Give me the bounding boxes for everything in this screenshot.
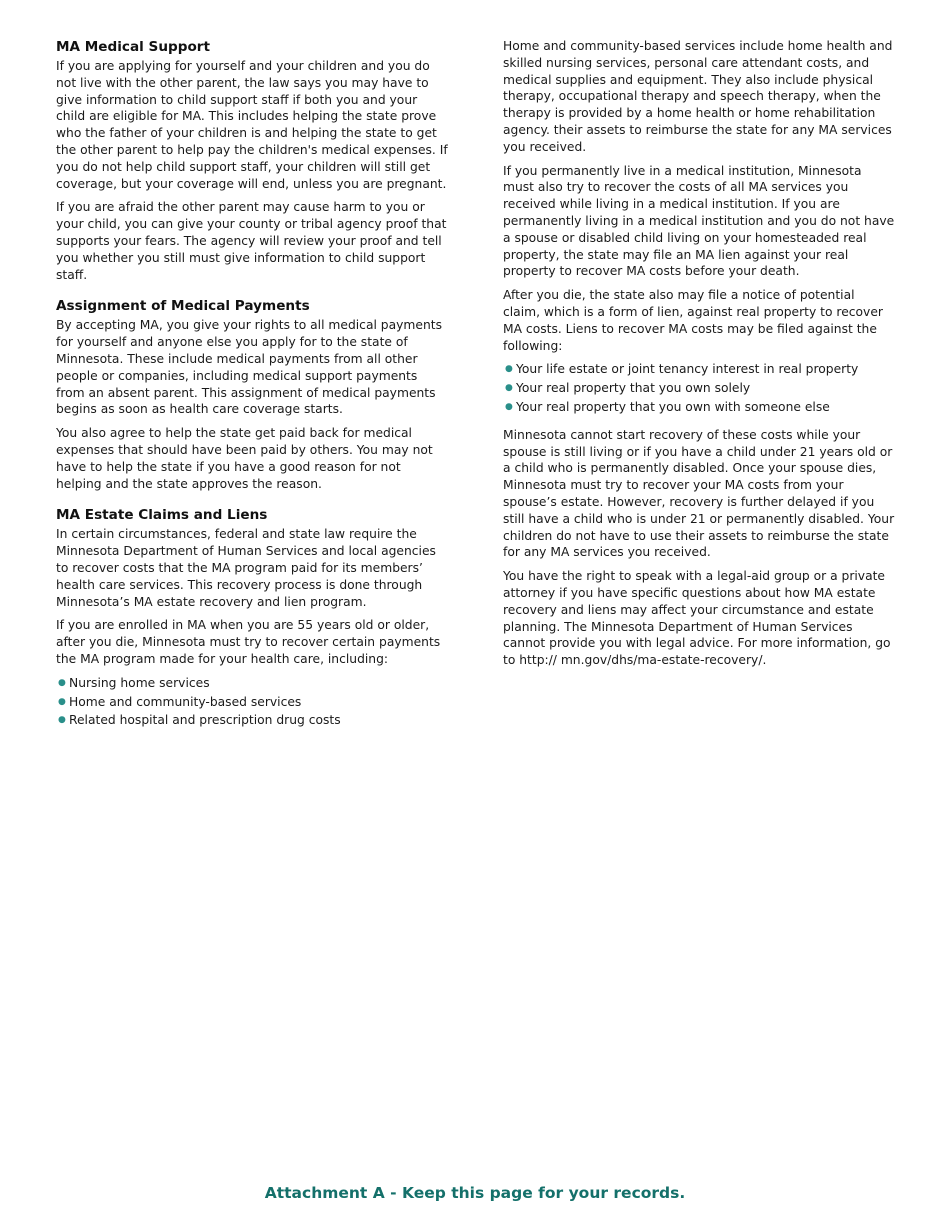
bullet-dot-icon: ● [505, 383, 513, 394]
paragraph: You have the right to speak with a legal-aid group or a private attorney if you have specific questions about how MA estate recovery and liens may affect your circumstance and estate planning. The Minnesota Department of Human Services cannot provide you with legal advice. For more information, go to http:// mn.gov/dhs/ma-estate-recovery/. [503, 569, 891, 668]
paragraph: You also agree to help the state get paid back for medical expenses that should have been paid by others. You may not have to help the state if you have a good reason for not helping and the state approves the reason. [56, 426, 433, 491]
list-item [56, 675, 448, 692]
paragraph: Minnesota cannot start recovery of these costs while your spouse is still living or if you have a child under 21 years old or a child who is permanently disabled. Once your spouse dies, Minnesota must try to recover your MA costs from your spouse’s estate. However, recovery is further delayed if you still have a child who is under 21 or permanently disabled. Your children do not have to use their assets to reimburse the state for any MA services you received. [503, 427, 895, 560]
bullet-dot-icon: ● [505, 401, 513, 412]
paragraph: By accepting MA, you give your rights to all medical payments for yourself and anyone else you apply for to the state of Minnesota. These include medical payments from all other people or companies, including medical support payments from an absent parent. This assignment of medical payments begins as soon as health care coverage starts. [56, 318, 442, 417]
section-heading: MA Medical Support [56, 39, 211, 55]
list-item [503, 380, 895, 397]
list-item-text: Your real property that you own with someone else [516, 399, 830, 414]
bullet-dot-icon: ● [58, 696, 66, 707]
list-item [56, 694, 448, 711]
section-assignment-medical-payments [56, 297, 448, 492]
list-item [56, 712, 448, 729]
bullet-list [503, 361, 895, 415]
list-item-text: Nursing home services [69, 675, 210, 690]
paragraph: If you permanently live in a medical institution, Minnesota must also try to recover the costs of all MA services you received while living in a medical institution. If you are permanently living in a medical institution and you do not have a spouse or disabled child living on your homesteaded real property, the state may file an MA lien against your real property to recover MA costs before your death. [503, 163, 895, 279]
paragraph: If you are applying for yourself and your children and you do not live with the other parent, the law says you may have to give information to child support staff if both you and your child are eligible for MA. This includes helping the state prove who the father of your children is and helping the state to get the other parent to help pay the children's medical expenses. If you do not help child support staff, your children will still get coverage, but your coverage will end, unless you are pregnant. [56, 59, 448, 191]
list-item [503, 399, 895, 416]
paragraph: Home and community-based services include home health and skilled nursing services, personal care attendant costs, and medical supplies and equipment. They also include physical therapy, occupational therapy and speech therapy, when the therapy is provided by a home health or home rehabilitation agency. their assets to reimburse the state for any MA services you received. [503, 39, 893, 154]
paragraph: In certain circumstances, federal and state law require the Minnesota Department of Human Services and local agencies to recover costs that the MA program paid for its members’ health care services. This recovery process is done through Minnesota’s MA estate recovery and lien program. [56, 527, 436, 609]
list-item-text: Your real property that you own solely [516, 381, 751, 396]
list-item [503, 361, 895, 378]
left-column [56, 38, 448, 743]
list-item-text: Your life estate or joint tenancy interest in real property [516, 362, 859, 377]
section-heading: Assignment of Medical Payments [56, 298, 310, 315]
paragraph: If you are enrolled in MA when you are 55 years old or older, after you die, Minnesota must try to recover certain payments the MA program made for your health care, including: [56, 618, 441, 666]
bullet-dot-icon: ● [505, 364, 513, 375]
paragraph: If you are afraid the other parent may cause harm to you or your child, you can give your county or tribal agency proof that supports your fears. The agency will review your proof and tell you whether you still must give information to child support staff. [56, 200, 447, 282]
list-item-text: Related hospital and prescription drug costs [69, 713, 341, 728]
section-estate-claims-liens [56, 506, 448, 729]
right-column [503, 38, 895, 676]
bullet-list [56, 675, 448, 729]
bullet-dot-icon: ● [58, 715, 66, 726]
page-footer: Attachment A - Keep this page for your records. [264, 1184, 686, 1202]
list-item-text: Home and community-based services [69, 694, 302, 709]
bullet-dot-icon: ● [58, 677, 66, 688]
paragraph: After you die, the state also may file a notice of potential claim, which is a form of lien, against real property to recover MA costs. Liens to recover MA costs may be filed against the following: [503, 288, 883, 353]
section-heading: MA Estate Claims and Liens [56, 507, 268, 524]
section-medical-support [56, 38, 448, 283]
